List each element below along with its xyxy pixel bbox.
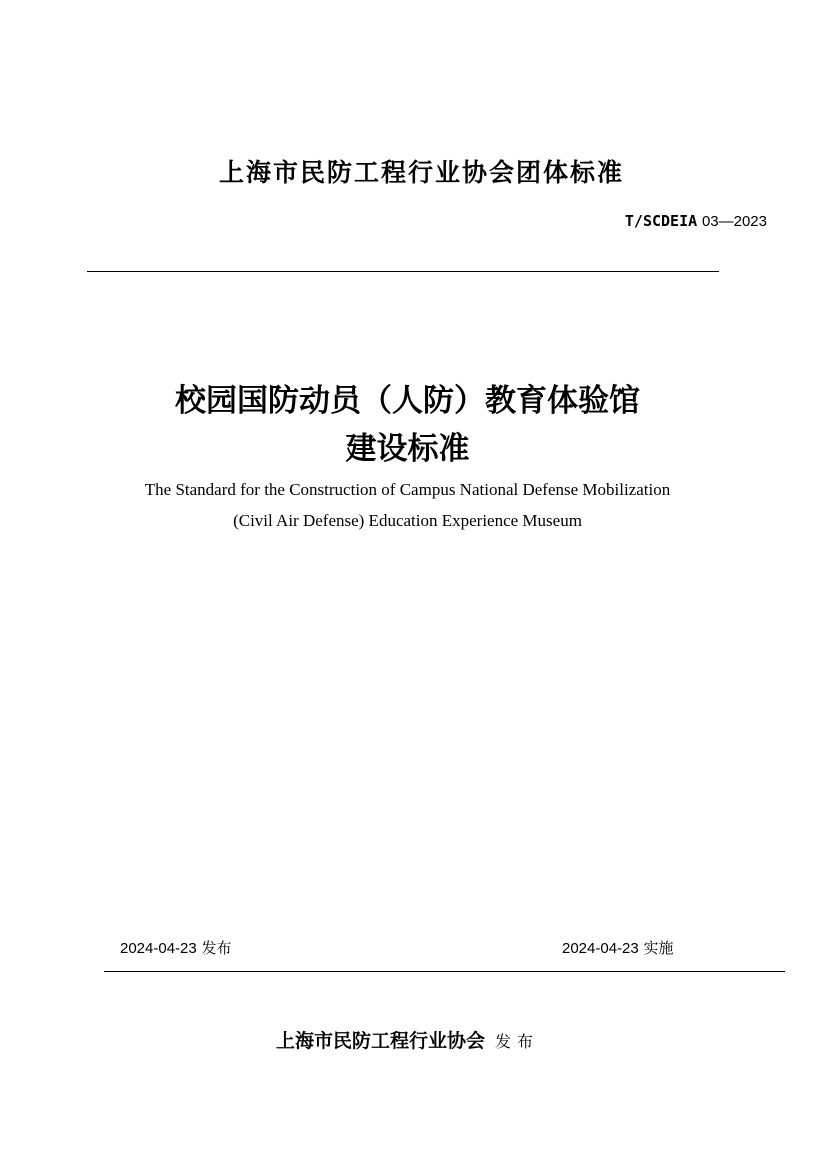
document-title-en-line-2: (Civil Air Defense) Education Experience Museum — [233, 511, 582, 530]
document-title-cn-line-2: 建设标准 — [345, 431, 470, 467]
implement-date-value: 2024-04-23 — [562, 940, 639, 957]
publish-date-label: 发布 — [201, 939, 232, 957]
organization-standard-heading: 上海市民防工程行业协会团体标准 — [218, 158, 624, 187]
standard-code-prefix: T/SCDEIA — [624, 212, 698, 230]
publisher-name: 上海市民防工程行业协会 — [275, 1030, 485, 1052]
standard-code — [625, 212, 767, 230]
footer-divider — [104, 971, 785, 972]
document-title-cn-line-1: 校园国防动员（人防）教育体验馆 — [175, 383, 640, 419]
publish-date-value: 2024-04-23 — [120, 940, 197, 957]
publisher-line — [0, 1026, 815, 1053]
implement-date — [562, 937, 674, 958]
standard-code-number: 03—2023 — [701, 213, 767, 230]
publish-date — [120, 937, 232, 958]
header-divider — [87, 271, 719, 272]
document-title-en-line-1: The Standard for the Construction of Campus National Defense Mobilization — [144, 480, 671, 499]
implement-date-label: 实施 — [643, 939, 674, 957]
publisher-action: 发布 — [495, 1032, 540, 1051]
